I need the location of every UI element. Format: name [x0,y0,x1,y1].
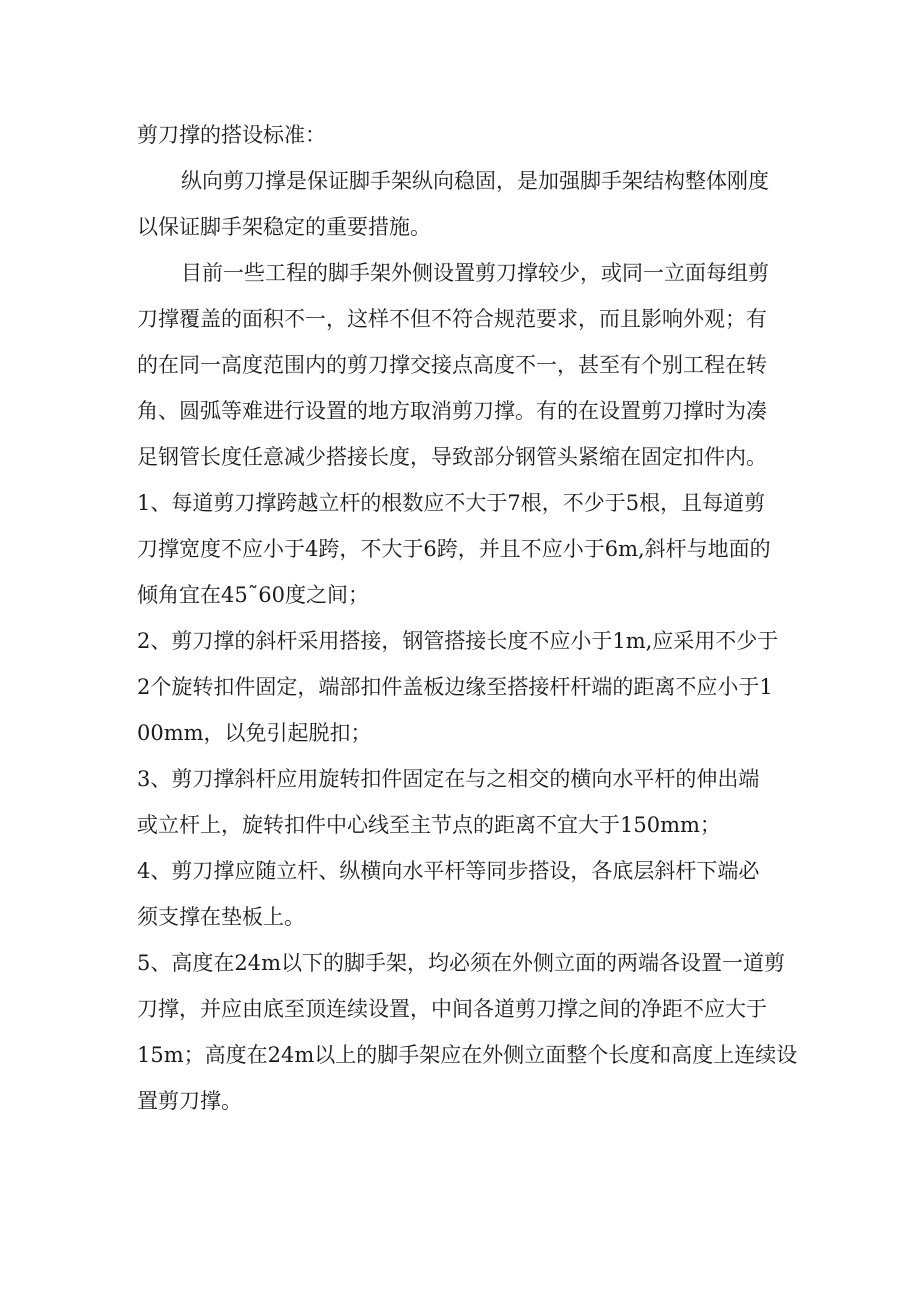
list-item-line: 15m；高度在24m以上的脚手架应在外侧立面整个长度和高度上连续设 [137,1043,798,1067]
paragraph-line: 纵向剪刀撑是保证脚手架纵向稳固，是加强脚手架结构整体刚度 [181,169,769,193]
list-item-line: 刀撑宽度不应小于4跨，不大于6跨，并且不应小于6m,斜杆与地面的 [137,537,771,561]
list-item-line: 5、高度在24m以下的脚手架，均必须在外侧立面的两端各设置一道剪 [137,951,785,975]
list-item-line: 1、每道剪刀撑跨越立杆的根数应不大于7根，不少于5根，且每道剪 [137,491,766,515]
list-item-line: 置剪刀撑。 [137,1089,242,1113]
paragraph-line: 角、圆弧等难进行设置的地方取消剪刀撑。有的在设置剪刀撑时为凑 [137,399,767,423]
list-item-line: 3、剪刀撑斜杆应用旋转扣件固定在与之相交的横向水平杆的伸出端 [137,767,760,791]
list-item-1 [137,480,797,618]
paragraph-1 [137,158,797,250]
list-item-line: 2个旋转扣件固定，端部扣件盖板边缘至搭接杆杆端的距离不应小于1 [137,675,773,699]
list-item-2 [137,618,797,756]
list-item-line: 倾角宜在45˜60度之间； [137,583,369,607]
list-item-line: 刀撑，并应由底至顶连续设置，中间各道剪刀撑之间的净距不应大于 [137,997,767,1021]
paragraph-line: 目前一些工程的脚手架外侧设置剪刀撑较少，或同一立面每组剪 [181,261,769,285]
paragraph-2 [137,250,797,480]
paragraph-line: 的在同一高度范围内的剪刀撑交接点高度不一，甚至有个别工程在转 [137,353,767,377]
list-item-line: 4、剪刀撑应随立杆、纵横向水平杆等同步搭设，各底层斜杆下端必 [137,859,760,883]
document-heading: 剪刀撑的搭设标准： [137,123,326,147]
list-item-line: 须支撑在垫板上。 [137,905,305,929]
list-item-line: 00mm，以免引起脱扣； [137,721,372,745]
list-item-line: 2、剪刀撑的斜杆采用搭接，钢管搭接长度不应小于1m,应采用不少于 [137,629,779,653]
paragraph-line: 以保证脚手架稳定的重要措施。 [137,215,431,239]
document-body [137,112,797,1124]
list-item-3 [137,756,797,848]
paragraph-line: 刀撑覆盖的面积不一，这样不但不符合规范要求，而且影响外观；有 [137,307,767,331]
paragraph-line: 足钢管长度任意减少搭接长度，导致部分钢管头紧缩在固定扣件内。 [137,445,767,469]
list-item-5 [137,940,797,1124]
list-item-line: 或立杆上，旋转扣件中心线至主节点的距离不宜大于150mm； [137,813,721,837]
list-item-4 [137,848,797,940]
